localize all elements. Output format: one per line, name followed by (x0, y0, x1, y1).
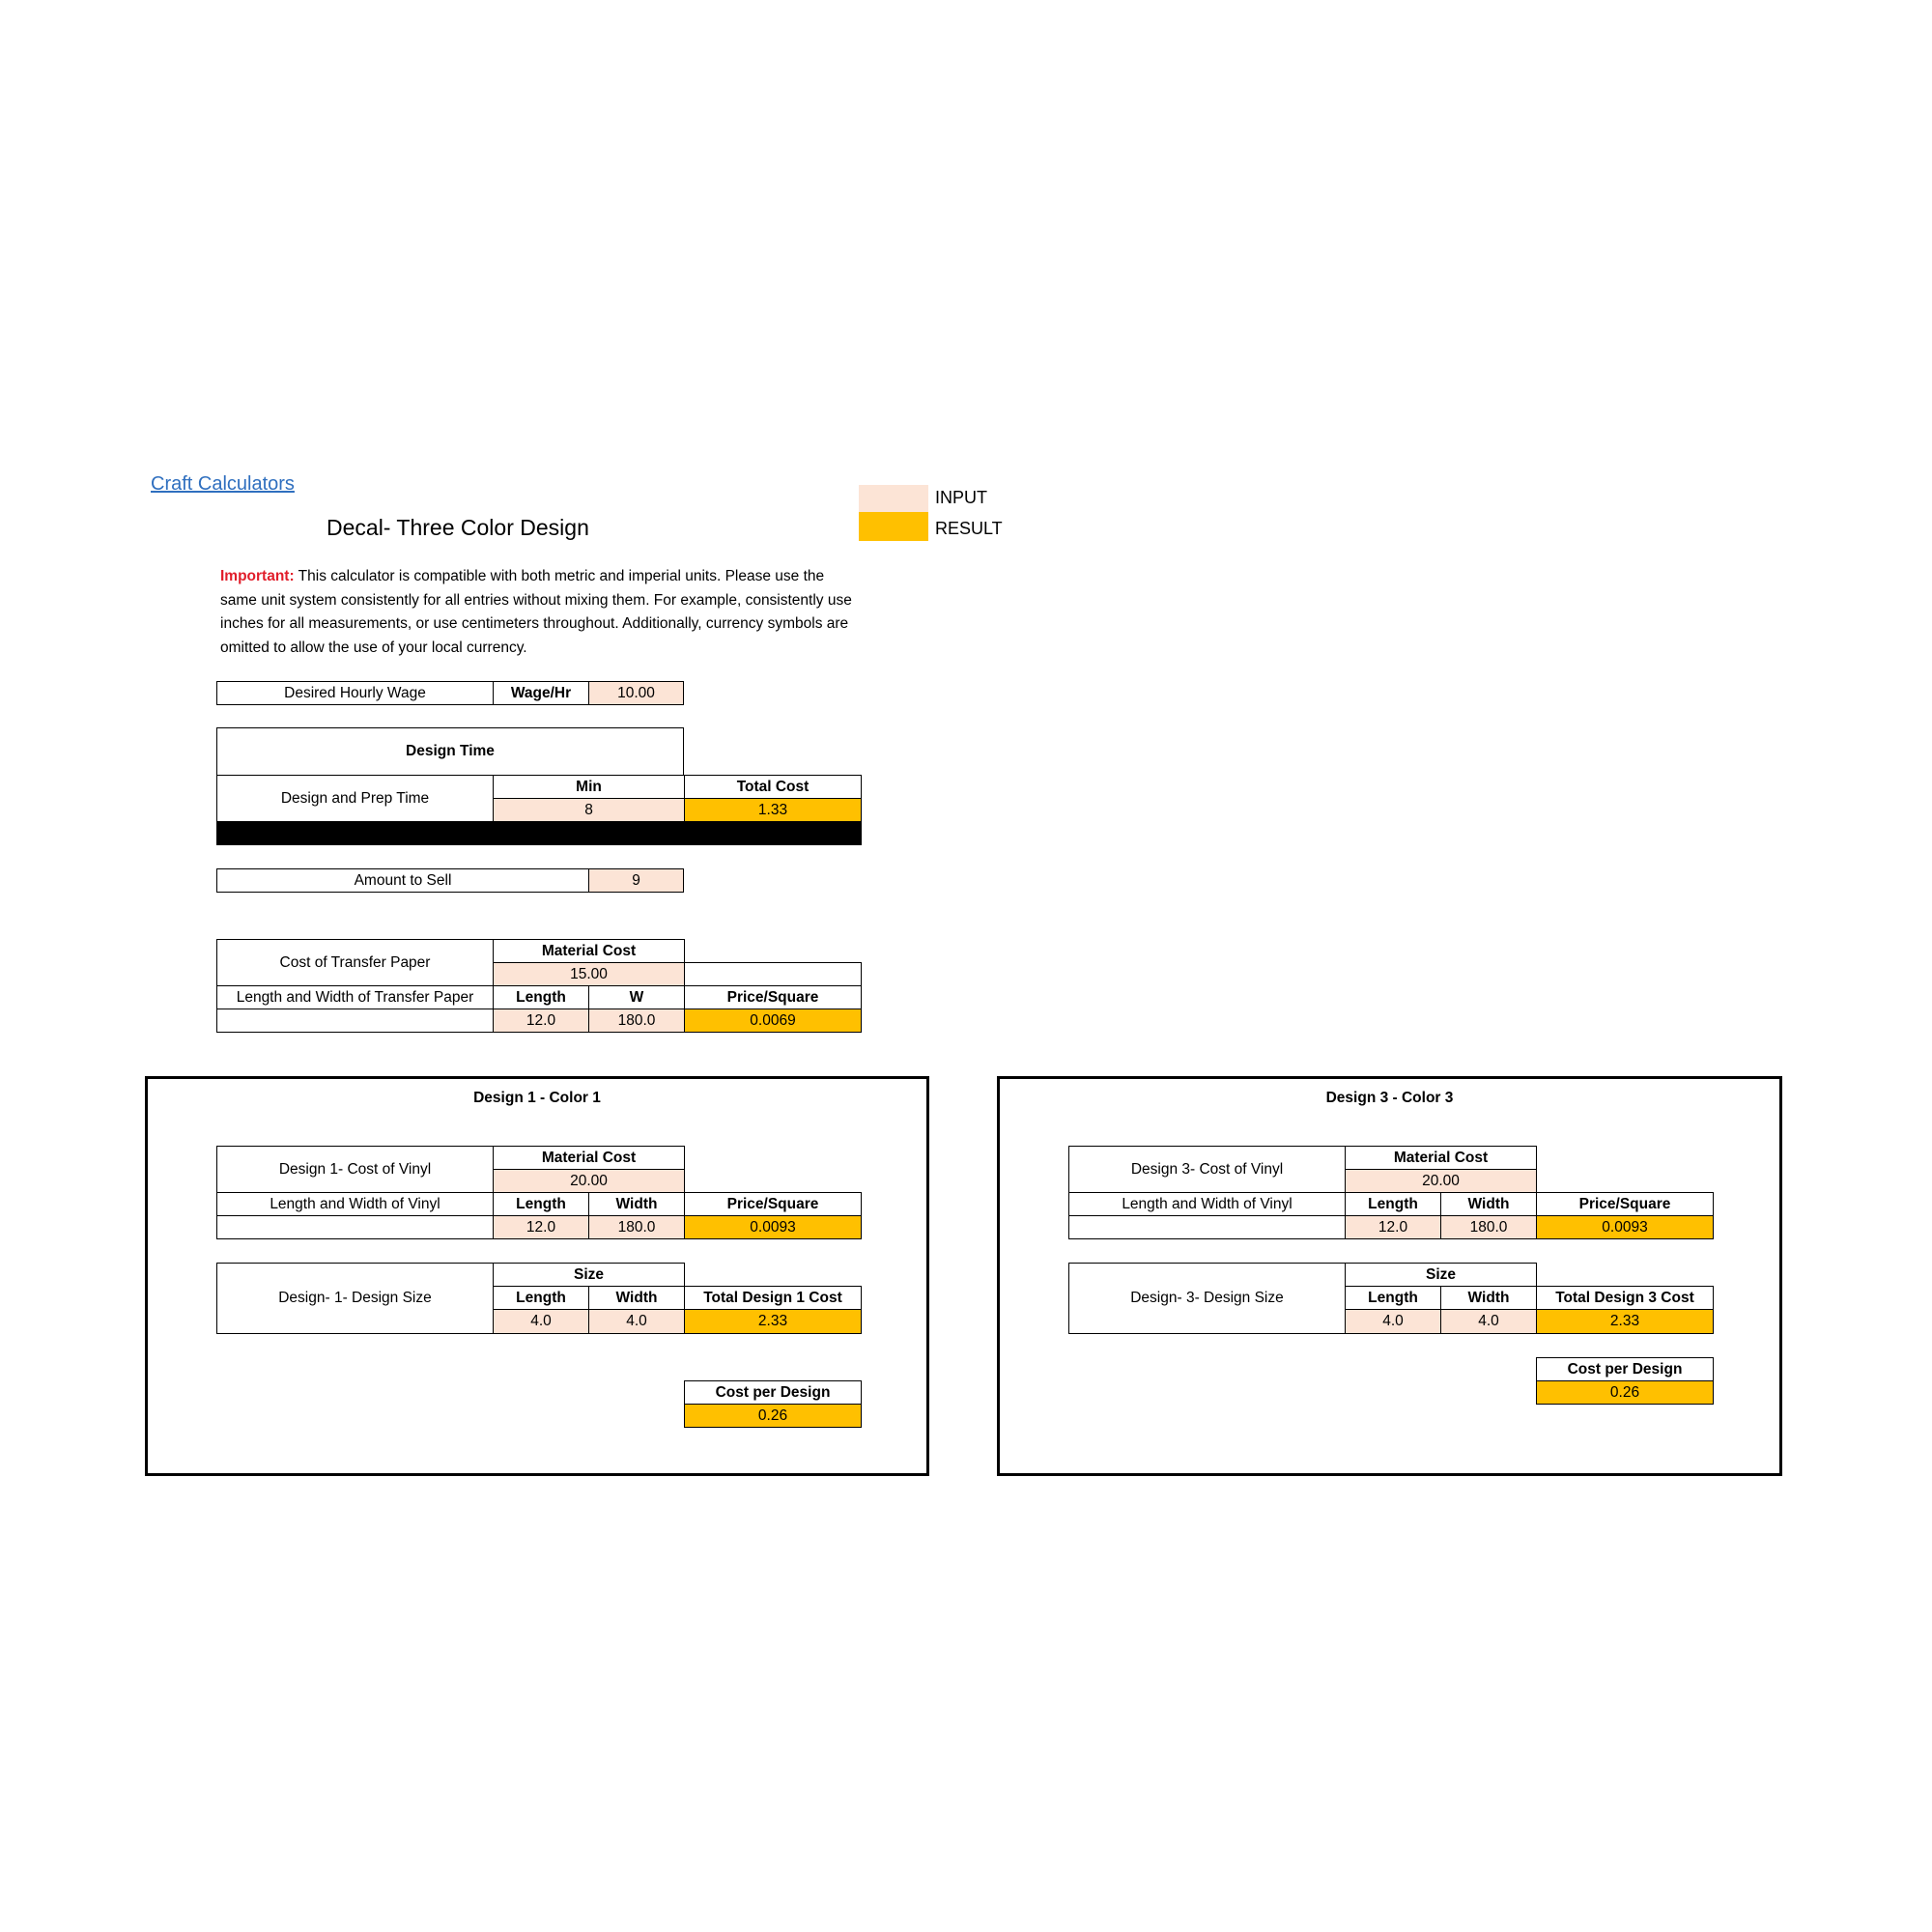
design-time-header: Design Time (216, 727, 684, 776)
legend-result-swatch (859, 512, 928, 541)
page-title: Decal- Three Color Design (327, 515, 589, 540)
design-1-size-label: Design- 1- Design Size (216, 1263, 494, 1334)
important-note (220, 565, 954, 660)
design-3-size-label: Design- 3- Design Size (1068, 1263, 1346, 1334)
design-1-cost-per-design-header: Cost per Design (684, 1380, 862, 1405)
design-3-size-width-header: Width (1440, 1286, 1537, 1310)
craft-calculators-link[interactable]: Craft Calculators (151, 473, 295, 495)
design-3-size-width-input[interactable]: 4.0 (1440, 1309, 1537, 1334)
important-line-1: This calculator is compatible with both metric and imperial units. Please use the (294, 568, 825, 584)
wage-input[interactable]: 10.00 (588, 681, 684, 705)
design-3-width-header: Width (1440, 1192, 1537, 1216)
design-1-cost-per-design-result: 0.26 (684, 1404, 862, 1428)
design-3-title: Design 3 - Color 3 (1325, 1090, 1454, 1106)
design-1-size-width-header: Width (588, 1286, 685, 1310)
design-3-material-cost-header: Material Cost (1345, 1146, 1537, 1170)
wage-label: Desired Hourly Wage (216, 681, 494, 705)
design-1-total-result: 2.33 (684, 1309, 862, 1334)
transfer-price-header: Price/Square (684, 985, 862, 1009)
design-prep-time-label: Design and Prep Time (216, 775, 494, 822)
design-1-title: Design 1 - Color 1 (473, 1090, 601, 1106)
total-cost-result: 1.33 (684, 798, 862, 822)
design-1-width-input[interactable]: 180.0 (588, 1215, 685, 1239)
design-1-total-header: Total Design 1 Cost (684, 1286, 862, 1310)
design-3-blank-cell (1068, 1215, 1346, 1239)
design-1-vinyl-cost-label: Design 1- Cost of Vinyl (216, 1146, 494, 1193)
amount-to-sell-input[interactable]: 9 (588, 868, 684, 893)
design-1-length-input[interactable]: 12.0 (493, 1215, 589, 1239)
transfer-empty-cell (684, 962, 862, 986)
design-1-price-header: Price/Square (684, 1192, 862, 1216)
design-3-size-length-header: Length (1345, 1286, 1441, 1310)
design-3-width-input[interactable]: 180.0 (1440, 1215, 1537, 1239)
design-3-size-length-input[interactable]: 4.0 (1345, 1309, 1441, 1334)
design-3-total-result: 2.33 (1536, 1309, 1714, 1334)
transfer-paper-cost-label: Cost of Transfer Paper (216, 939, 494, 986)
design-3-cost-per-design-result: 0.26 (1536, 1380, 1714, 1405)
min-input[interactable]: 8 (493, 798, 685, 822)
transfer-price-result: 0.0069 (684, 1009, 862, 1033)
design-1-size-length-input[interactable]: 4.0 (493, 1309, 589, 1334)
transfer-material-cost-header: Material Cost (493, 939, 685, 963)
divider-bar (216, 821, 862, 845)
design-3-size-header: Size (1345, 1263, 1537, 1287)
design-3-dims-label: Length and Width of Vinyl (1068, 1192, 1346, 1216)
transfer-dims-label: Length and Width of Transfer Paper (216, 985, 494, 1009)
wage-unit: Wage/Hr (493, 681, 589, 705)
min-header: Min (493, 775, 685, 799)
important-line-2: same unit system consistently for all entries without mixing them. For example, consistently use (220, 591, 852, 609)
design-1-size-length-header: Length (493, 1286, 589, 1310)
transfer-width-input[interactable]: 180.0 (588, 1009, 685, 1033)
design-3-price-result: 0.0093 (1536, 1215, 1714, 1239)
design-3-cost-per-design-header: Cost per Design (1536, 1357, 1714, 1381)
transfer-length-input[interactable]: 12.0 (493, 1009, 589, 1033)
legend-input-label: INPUT (935, 488, 987, 507)
legend-input-swatch (859, 485, 928, 514)
design-1-length-header: Length (493, 1192, 589, 1216)
design-3-length-header: Length (1345, 1192, 1441, 1216)
design-1-blank-cell (216, 1215, 494, 1239)
design-3-total-header: Total Design 3 Cost (1536, 1286, 1714, 1310)
design-1-size-header: Size (493, 1263, 685, 1287)
design-1-price-result: 0.0093 (684, 1215, 862, 1239)
design-3-vinyl-cost-label: Design 3- Cost of Vinyl (1068, 1146, 1346, 1193)
transfer-material-cost-input[interactable]: 15.00 (493, 962, 685, 986)
design-3-material-cost-input[interactable]: 20.00 (1345, 1169, 1537, 1193)
legend-result-label: RESULT (935, 519, 1003, 538)
important-line-4: omitted to allow the use of your local currency. (220, 639, 527, 656)
transfer-width-header: W (588, 985, 685, 1009)
important-label: Important: (220, 568, 295, 584)
transfer-length-header: Length (493, 985, 589, 1009)
transfer-blank-cell (216, 1009, 494, 1033)
amount-to-sell-label: Amount to Sell (216, 868, 589, 893)
design-3-length-input[interactable]: 12.0 (1345, 1215, 1441, 1239)
design-1-dims-label: Length and Width of Vinyl (216, 1192, 494, 1216)
design-1-width-header: Width (588, 1192, 685, 1216)
total-cost-header: Total Cost (684, 775, 862, 799)
design-1-material-cost-input[interactable]: 20.00 (493, 1169, 685, 1193)
design-1-material-cost-header: Material Cost (493, 1146, 685, 1170)
design-3-price-header: Price/Square (1536, 1192, 1714, 1216)
design-1-size-width-input[interactable]: 4.0 (588, 1309, 685, 1334)
important-line-3: inches for all measurements, or use centimeters throughout. Additionally, currency symbols are (220, 615, 849, 632)
